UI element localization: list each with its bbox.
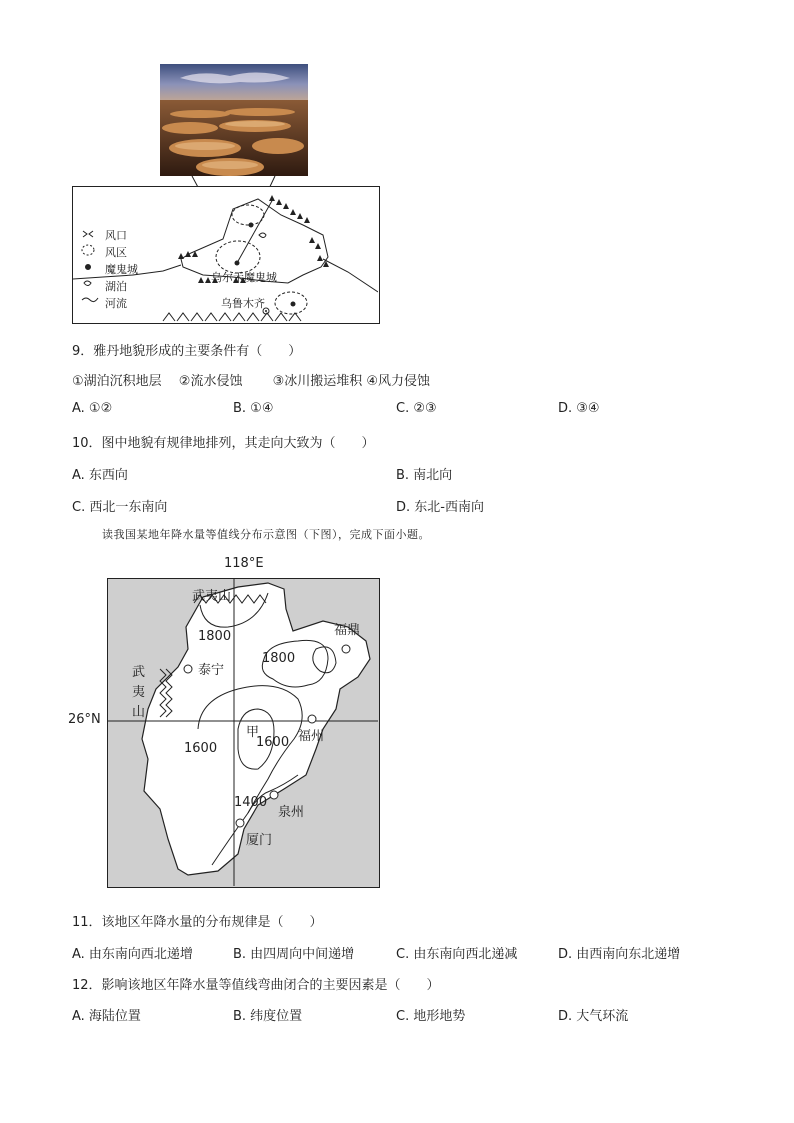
- q10-option-a[interactable]: A. 东西向: [72, 468, 128, 483]
- q9-option-c[interactable]: C. ②③: [396, 401, 437, 416]
- city-label-fuding: 福鼎: [334, 623, 361, 638]
- q9-option-b[interactable]: B. ①④: [233, 401, 274, 416]
- isoline-label-1400: 1400: [234, 795, 268, 810]
- legend-label-wind-gap: 风口: [105, 229, 127, 242]
- mountain-label-wuyi-left-3: 山: [132, 705, 146, 720]
- longitude-label: 118°E: [224, 556, 264, 571]
- question-10-stem: 10．图中地貌有规律地排列，其走向大致为（ ）: [72, 436, 375, 451]
- isoline-label-1600-west: 1600: [184, 741, 218, 756]
- city-label-taining: 泰宁: [198, 663, 225, 678]
- q12-option-b[interactable]: B. 纬度位置: [233, 1009, 303, 1024]
- isoline-label-1800-west: 1800: [198, 629, 232, 644]
- legend-label-river: 河流: [105, 297, 127, 310]
- q10-option-d[interactable]: D. 东北-西南向: [396, 500, 484, 515]
- isoline-label-1800-east: 1800: [262, 651, 296, 666]
- question-12-stem: 12．影响该地区年降水量等值线弯曲闭合的主要因素是（ ）: [72, 978, 440, 993]
- city-label-fuzhou: 福州: [298, 729, 325, 744]
- city-label-quanzhou: 泉州: [278, 805, 305, 820]
- place-label-urumqi: 乌鲁木齐: [221, 297, 265, 310]
- question-9-stem: 9．雅丹地貌形成的主要条件有（ ）: [72, 344, 302, 359]
- q11-option-a[interactable]: A. 由东南向西北递增: [72, 947, 193, 962]
- question-11-stem: 11．该地区年降水量的分布规律是（ ）: [72, 915, 323, 930]
- mountain-label-wuyi-left-2: 夷: [132, 685, 146, 700]
- q12-option-c[interactable]: C. 地形地势: [396, 1009, 466, 1024]
- q10-option-c[interactable]: C. 西北一东南向: [72, 500, 168, 515]
- isoline-label-1600-east: 1600: [256, 735, 290, 750]
- urho-map: [72, 186, 380, 324]
- legend-label-ghost-city: 魔鬼城: [105, 263, 138, 276]
- place-label-urho: 乌尔禾魔鬼城: [211, 271, 277, 284]
- question-9-conditions: ①湖泊沉积地层 ②流水侵蚀 ③冰川搬运堆积 ④风力侵蚀: [72, 374, 431, 389]
- precipitation-isoline-map: [107, 578, 380, 888]
- q11-option-c[interactable]: C. 由东南向西北递减: [396, 947, 518, 962]
- mountain-label-wuyi-left-1: 武: [132, 665, 146, 680]
- q12-option-d[interactable]: D. 大气环流: [558, 1009, 629, 1024]
- q10-option-b[interactable]: B. 南北向: [396, 468, 453, 483]
- q11-option-b[interactable]: B. 由四周向中间递增: [233, 947, 355, 962]
- q9-option-a[interactable]: A. ①②: [72, 401, 113, 416]
- point-label-jia: 甲: [246, 725, 260, 740]
- legend-label-lake: 湖泊: [105, 280, 127, 293]
- latitude-label: 26°N: [68, 712, 101, 727]
- mountain-label-wuyi-top: 武夷山: [192, 589, 232, 604]
- q11-option-d[interactable]: D. 由西南向东北递增: [558, 947, 681, 962]
- q9-option-d[interactable]: D. ③④: [558, 401, 600, 416]
- q12-option-a[interactable]: A. 海陆位置: [72, 1009, 141, 1024]
- section-intro: 读我国某地年降水量等值线分布示意图（下图），完成下面小题。: [102, 528, 430, 541]
- legend-label-wind-zone: 风区: [105, 246, 127, 259]
- city-label-xiamen: 厦门: [246, 833, 273, 848]
